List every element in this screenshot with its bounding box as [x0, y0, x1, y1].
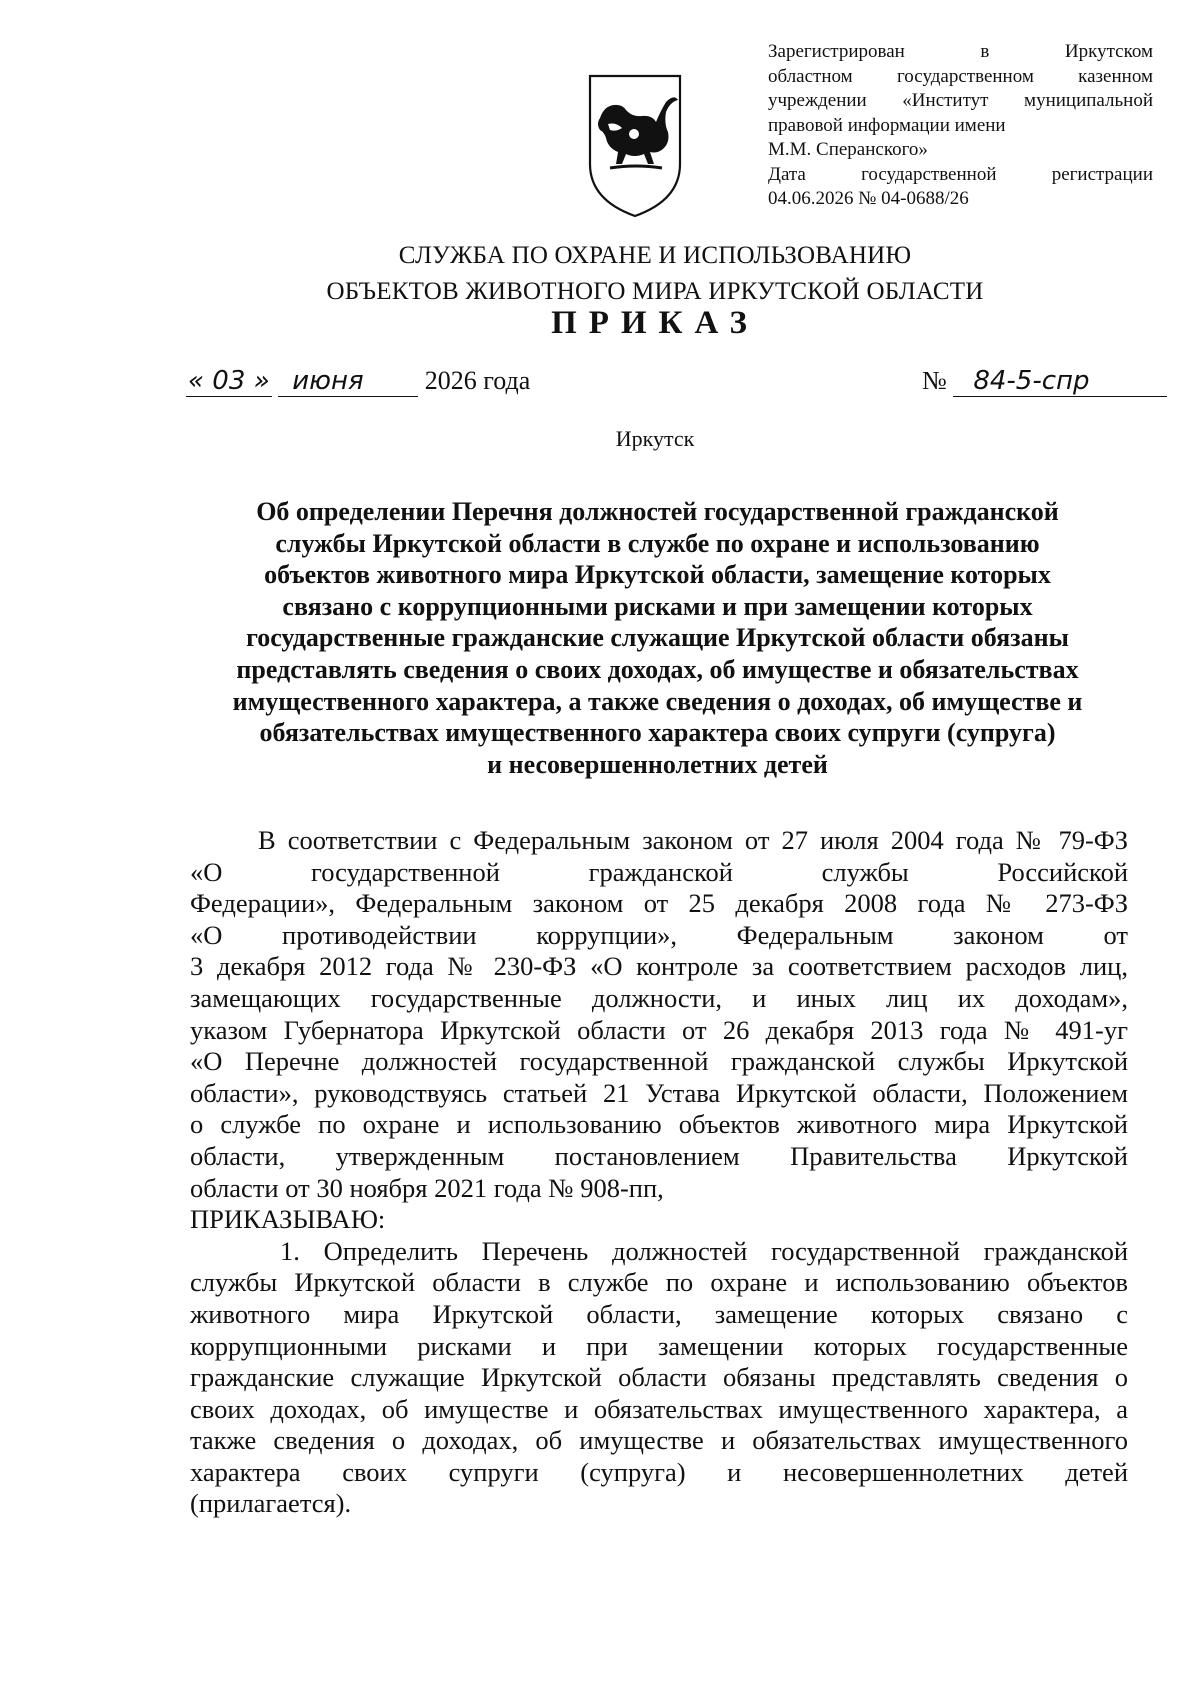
registration-line: Зарегистрирован в Иркутском [768, 41, 1153, 62]
heading-line: государственные гражданские служащие Иркутской области обязаны [246, 623, 1069, 653]
number-prefix: № [922, 366, 947, 395]
item-line: животного мира Иркутской области, замещение которых связано с [190, 1298, 1128, 1329]
heading-line: объектов животного мира Иркутской области, замещение которых [264, 560, 1051, 590]
preamble-line: области, утвержденным постановлением Правительства Иркутской [190, 1140, 1128, 1171]
date-year: 2026 года [424, 366, 531, 395]
heading-line: имущественного характера, а также сведения о доходах, об имуществе и [232, 686, 1083, 716]
item-line: своих доходах, об имуществе и обязательствах имущественного характера, а [190, 1393, 1128, 1424]
heading-line: обязательствах имущественного характера своих супруги (супруга) [259, 718, 1056, 748]
item-line: коррупционными рисками и при замещении которых государственные [190, 1330, 1128, 1361]
registration-line: 04.06.2026 № 04-0688/26 [768, 188, 969, 209]
date-day: « 03 » [188, 366, 270, 396]
item-line: 1. Определить Перечень должностей государственной гражданской [280, 1235, 1128, 1266]
preamble-line: замещающих государственные должности, и иных лиц их доходам», [190, 982, 1128, 1013]
preamble-line: области», руководствуясь статьей 21 Устава Иркутской области, Положением [190, 1077, 1128, 1108]
preamble-line: В соответствии с Федеральным законом от 27 июля 2004 года № 79-ФЗ [258, 825, 1128, 855]
registration-line: правовой информации имени [768, 114, 1006, 136]
preamble-line: указом Губернатора Иркутской области от 26 декабря 2013 года № 491-уг [190, 1014, 1128, 1045]
preamble-line: 3 декабря 2012 года № 230-ФЗ «О контроле за соответствием расходов лиц, [190, 951, 1128, 982]
order-word: ПРИКАЗЫВАЮ: [190, 1204, 386, 1235]
organization-line: ОБЪЕКТОВ ЖИВОТНОГО МИРА ИРКУТСКОЙ ОБЛАСТИ [326, 278, 984, 305]
item-line: службы Иркутской области в службе по охране и использованию объектов [190, 1267, 1128, 1298]
preamble-line: области от 30 ноября 2021 года № 908-пп, [190, 1172, 664, 1203]
preamble-line: «О государственной гражданской службы Российской [190, 856, 1128, 887]
registration-line: областном государственном казенном [768, 65, 1153, 87]
document-title: ПРИКАЗ [551, 305, 759, 341]
organization-line: СЛУЖБА ПО ОХРАНЕ И ИСПОЛЬЗОВАНИЮ [398, 242, 912, 269]
item-line: гражданские служащие Иркутской области обязаны представлять сведения о [190, 1362, 1128, 1393]
order-body [190, 825, 1128, 1520]
registration-line: М.М. Сперанского» [768, 139, 928, 160]
heading-line: и несовершеннолетних детей [487, 749, 828, 779]
city-name: Иркутск [615, 426, 695, 451]
heading-line: Об определении Перечня должностей государственной гражданской [256, 497, 1059, 526]
registration-line: Дата государственной регистрации [768, 163, 1153, 185]
heading-line: представлять сведения о своих доходах, об имуществе и обязательствах [236, 654, 1079, 684]
item-line: характера своих супруги (супруга) и несовершеннолетних детей [190, 1456, 1128, 1487]
registration-line: учреждении «Институт муниципальной [768, 90, 1153, 111]
organization-name [0, 238, 1200, 310]
heading-line: связано с коррупционными рисками и при замещении которых [282, 591, 1033, 621]
item-line: (прилагается). [190, 1488, 352, 1519]
irkutsk-coat-of-arms-icon [586, 72, 684, 220]
registration-stamp [768, 40, 1153, 212]
heading-line: службы Иркутской области в службе по охране и использованию [275, 528, 1040, 558]
number-value: 84-5-спр [953, 366, 1167, 397]
preamble-line: «О Перечне должностей государственной гражданской службы Иркутской [190, 1046, 1128, 1077]
order-number [922, 366, 1167, 397]
order-date [186, 366, 530, 397]
order-heading [190, 496, 1125, 780]
preamble-line: «О противодействии коррупции», Федеральным законом от [190, 919, 1128, 950]
preamble-line: о службе по охране и использованию объектов животного мира Иркутской [190, 1109, 1128, 1140]
date-month: июня [278, 366, 418, 397]
preamble-line: Федерации», Федеральным законом от 25 декабря 2008 года № 273-ФЗ [190, 888, 1128, 919]
item-line: также сведения о доходах, об имуществе и обязательствах имущественного [190, 1425, 1128, 1456]
